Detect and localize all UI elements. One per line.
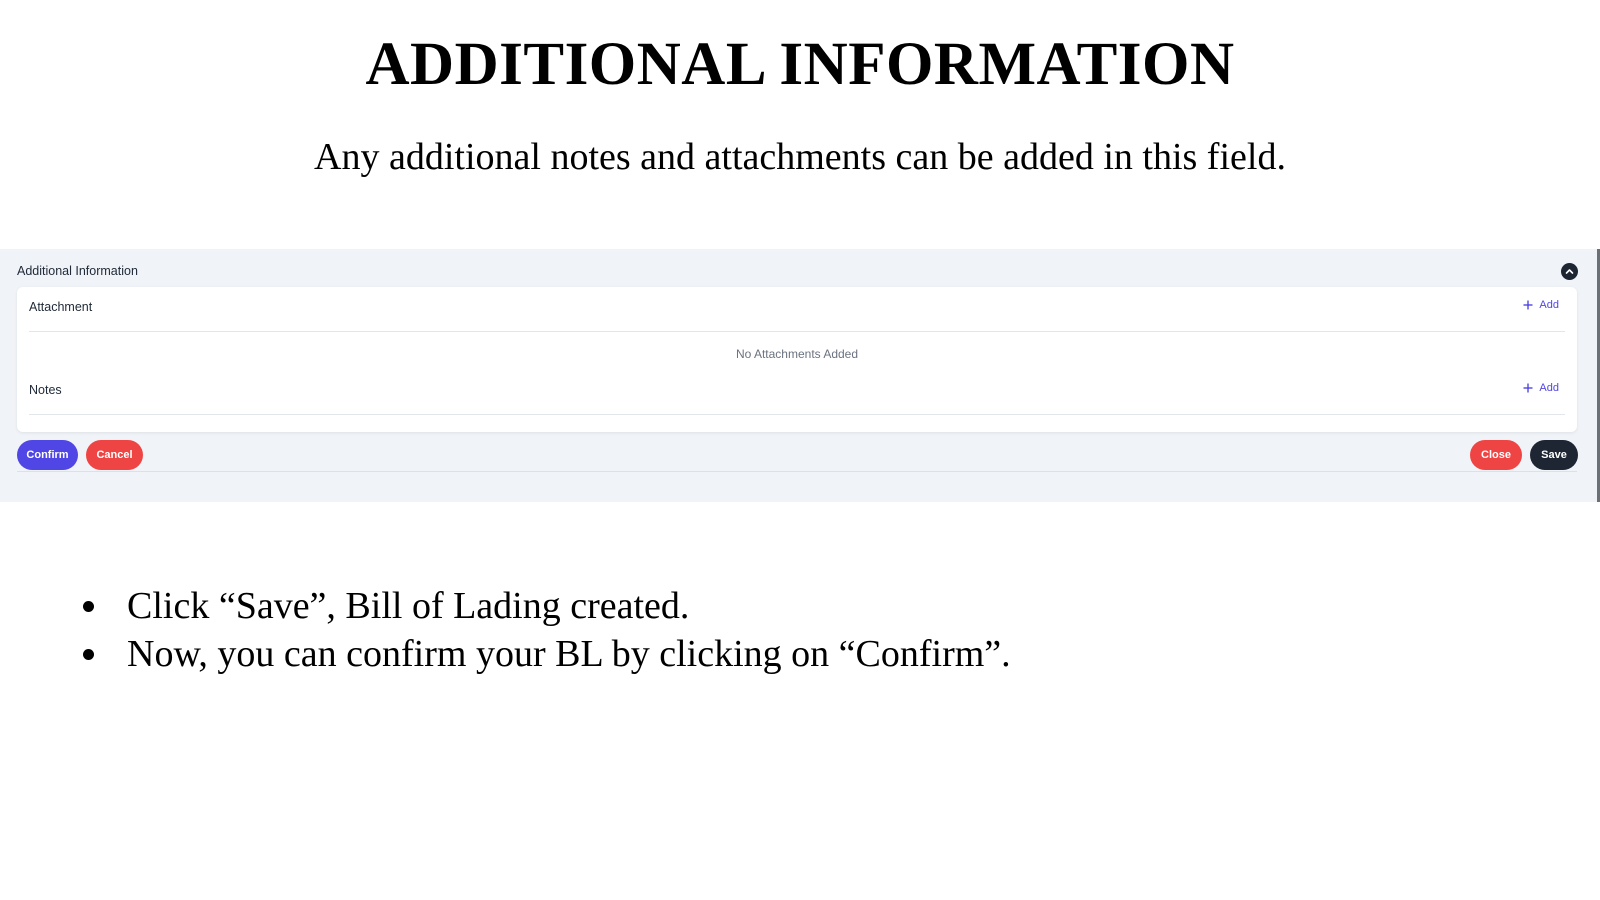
no-attachments-message: No Attachments Added	[735, 347, 859, 361]
bullet-icon	[83, 649, 94, 660]
add-notes-label: Add	[1539, 382, 1559, 394]
footer-divider	[17, 471, 1577, 472]
instruction-item	[80, 582, 1011, 630]
panel-title: Additional Information	[17, 264, 138, 278]
save-button[interactable]: Save	[1530, 440, 1578, 470]
add-notes-button[interactable]	[1523, 382, 1559, 394]
attachment-section-header	[29, 287, 1565, 332]
slide-title: ADDITIONAL INFORMATION	[365, 31, 1235, 98]
instruction-item	[80, 630, 1011, 678]
notes-section-header	[29, 370, 1565, 415]
notes-label: Notes	[29, 383, 62, 397]
plus-icon	[1523, 383, 1533, 393]
instruction-text: Now, you can confirm your BL by clicking on “Confirm”.	[127, 633, 1011, 675]
instruction-text: Click “Save”, Bill of Lading created.	[127, 585, 690, 627]
additional-information-panel	[0, 249, 1600, 502]
add-attachment-button[interactable]	[1523, 299, 1559, 311]
collapse-button[interactable]	[1561, 263, 1578, 280]
cancel-button[interactable]: Cancel	[86, 440, 143, 470]
plus-icon	[1523, 300, 1533, 310]
panel-card	[17, 287, 1577, 432]
confirm-button[interactable]: Confirm	[17, 440, 78, 470]
close-button[interactable]: Close	[1470, 440, 1522, 470]
chevron-up-icon	[1565, 267, 1574, 276]
slide-subtitle: Any additional notes and attachments can be added in this field.	[314, 136, 1286, 178]
bullet-icon	[83, 601, 94, 612]
add-attachment-label: Add	[1539, 299, 1559, 311]
instruction-list	[80, 582, 1011, 678]
attachment-label: Attachment	[29, 300, 93, 314]
